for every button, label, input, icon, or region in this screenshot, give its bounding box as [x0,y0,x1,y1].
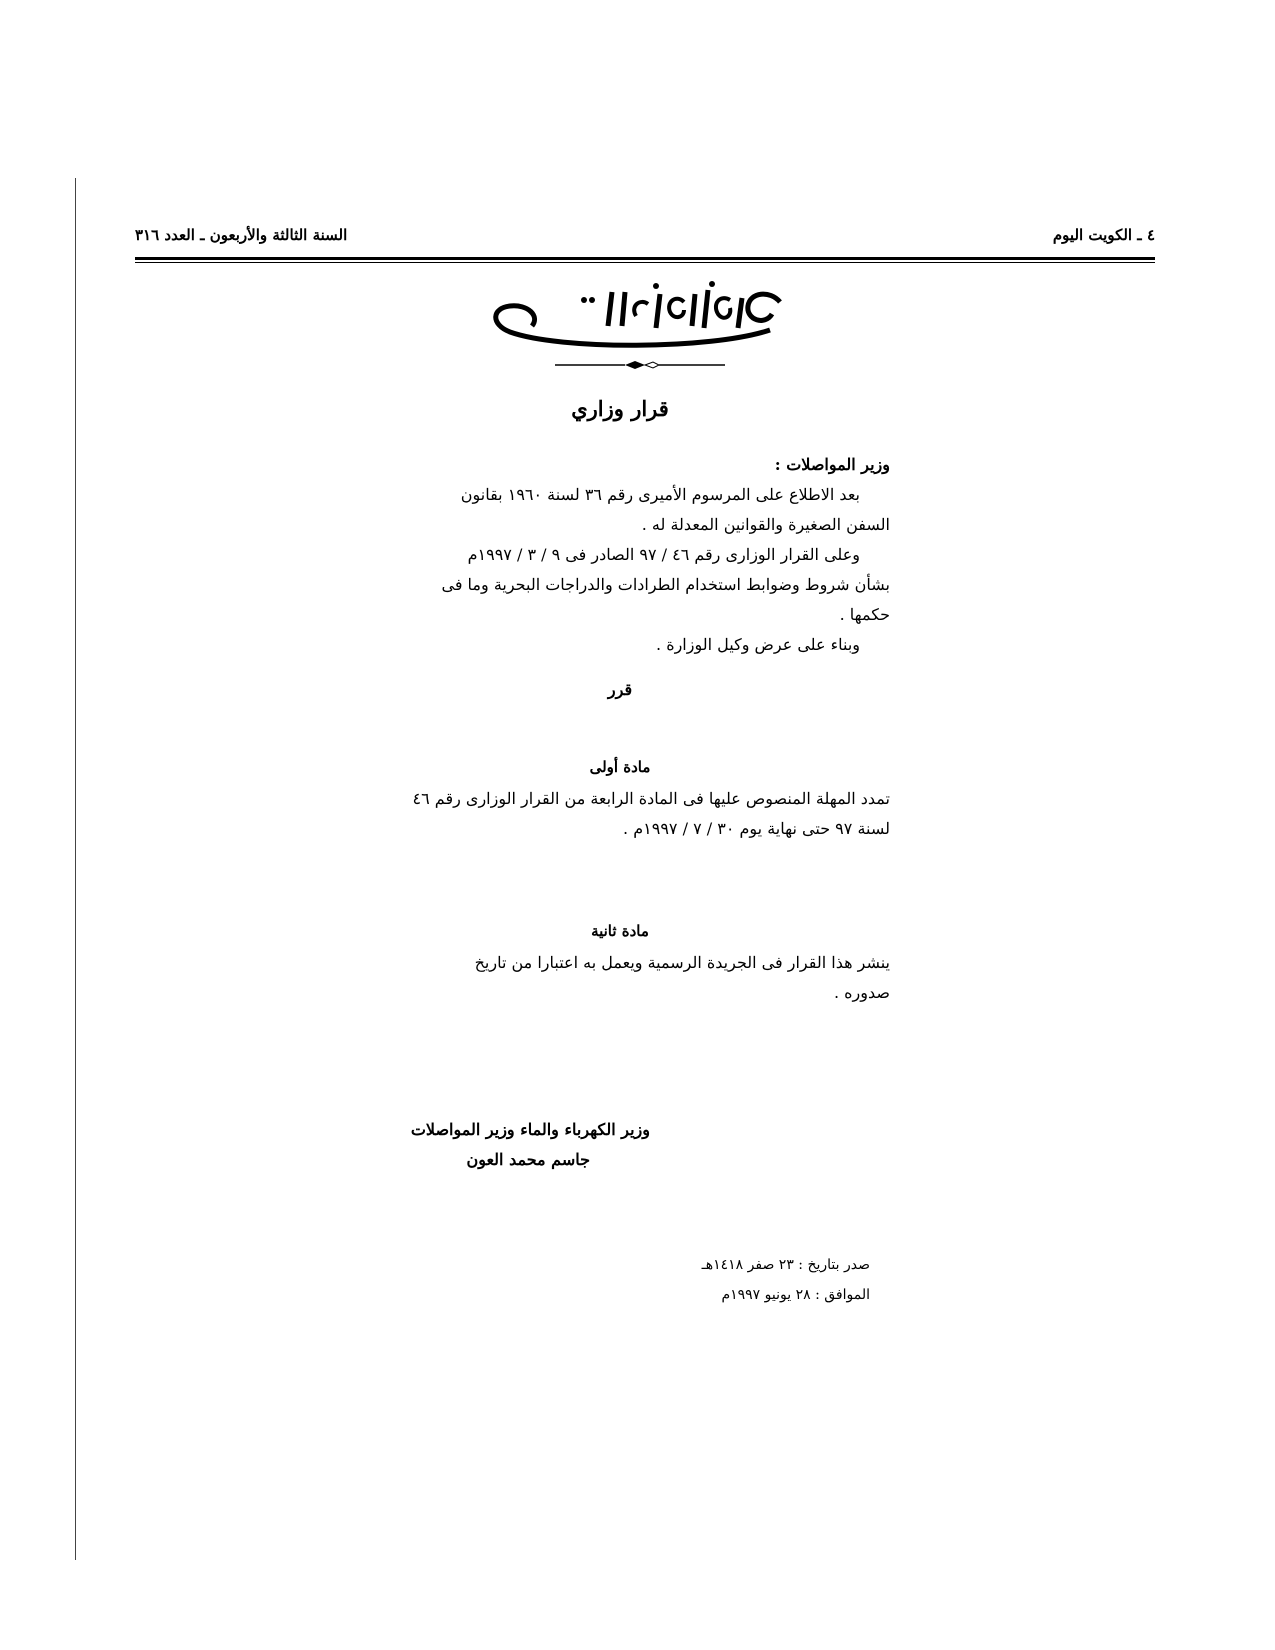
preamble-line: وبناء على عرض وكيل الوزارة . [656,635,860,654]
article-two-title: مادة ثانية [591,922,649,940]
ministry-calligraphy-logo [480,280,800,350]
issue-date-hijri: صدر بتاريخ : ٢٣ صفر ١٤١٨هـ [701,1257,870,1273]
article-one-body [380,784,890,844]
preamble-line: السفن الصغيرة والقوانين المعدلة له . [641,515,890,534]
preamble [380,450,890,660]
signature-title: وزير الكهرباء والماء وزير المواصلات [410,1120,650,1139]
article-one-line: لسنة ٩٧ حتى نهاية يوم ٣٠ / ٧ / ١٩٩٧م . [623,819,890,838]
decision-title: قرار وزاري [571,396,669,421]
decided-word: قرر [607,680,633,699]
preamble-line: بعد الاطلاع على المرسوم الأميرى رقم ٣٦ لسنة ١٩٦٠ بقانون [460,485,860,504]
divider-ornament [555,355,725,365]
article-two-body [380,948,890,1008]
issue-date-block [630,1250,870,1310]
preamble-line: حكمها . [839,605,890,624]
article-one-line: تمدد المهلة المنصوص عليها فى المادة الرابعة من القرار الوزارى رقم ٤٦ [412,789,890,808]
article-two-line: ينشر هذا القرار فى الجريدة الرسمية ويعمل به اعتبارا من تاريخ [474,953,890,972]
signature-name: جاسم محمد العون [466,1150,590,1169]
preamble-line: بشأن شروط وضوابط استخدام الطرادات والدراجات البحرية وما فى [441,575,890,594]
preamble-line: وعلى القرار الوزارى رقم ٤٦ / ٩٧ الصادر فى ٩ / ٣ / ١٩٩٧م [467,545,860,564]
signature-block [380,1115,650,1175]
preamble-heading: وزير المواصلات : [774,455,890,474]
header-rule-thin [135,262,1155,263]
issue-label: السنة الثالثة والأربعون ـ العدد ٣١٦ [135,226,348,244]
header-rule [135,257,1155,260]
margin-line [75,178,76,1560]
article-two-line: صدوره . [834,983,890,1002]
page-header [135,222,1155,252]
page-label: ٤ ـ الكويت اليوم [1052,226,1155,244]
article-one-title: مادة أولى [589,758,651,776]
issue-date-gregorian: الموافق : ٢٨ يونيو ١٩٩٧م [721,1287,870,1303]
